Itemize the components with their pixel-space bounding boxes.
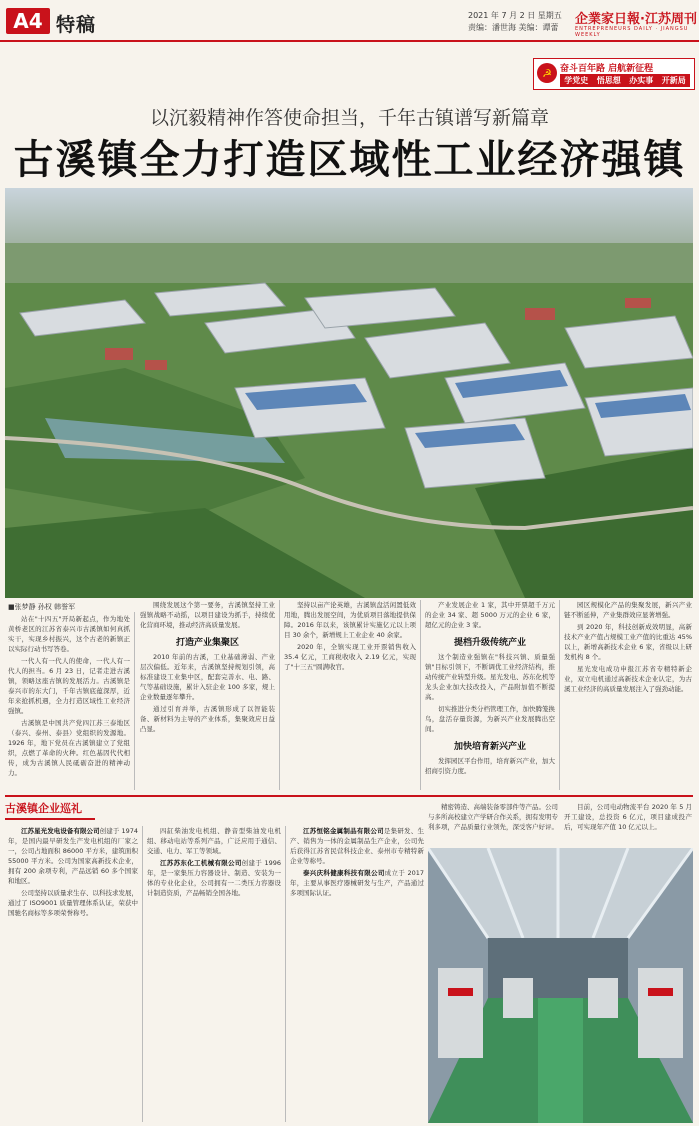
column-rule	[134, 612, 135, 790]
paragraph: 切实推进分类分档管理工作，加快腾笼换鸟，盘活存量资源，为新兴产业发展腾出空间。	[425, 705, 555, 733]
aerial-photo-illustration	[5, 188, 693, 598]
article-column-1	[8, 614, 130, 790]
company-name: 江苏苏东化工机械有限公司	[160, 859, 242, 867]
article-column-3	[284, 600, 416, 790]
paragraph	[290, 868, 424, 898]
company-text: 创建于 1974 年，是国内最早研发生产发电机组的厂家之一，公司占地面积 86000 平方米，建筑面积 55000 平方米。公司为国家高新技术企业，拥有 200 余项专利，产品远销 60 多个国家和地区。	[8, 827, 138, 885]
banner-item: 学党史	[564, 76, 589, 85]
patrol-column-5	[564, 802, 692, 846]
aerial-industrial-photo	[5, 188, 693, 598]
patrol-title: 古溪镇企业巡礼	[5, 802, 82, 815]
paragraph	[147, 858, 281, 898]
campaign-banner	[533, 58, 695, 90]
paragraph: 围绕发展这个第一要务，古溪镇坚持工业强镇战略不动摇，以项目建设为抓手，持续优化营商环境，推动经济高质量发展。	[140, 601, 275, 629]
banner-item: 悟思想	[596, 76, 621, 85]
paragraph: 2010 年前的古溪，工业基础薄弱、产业层次偏低。近年来，古溪镇坚持规划引领，高标准建设工业集中区，配套完善水、电、路、气等基础设施，累计入驻企业 100 多家，规上企业数量逐年攀升。	[140, 653, 275, 701]
article-column-5	[564, 600, 692, 790]
paragraph: 2020 年，全镇实现工业开票销售收入 35.4 亿元，工商税收收入 2.19 亿元，实现了"十三五"圆满收官。	[284, 643, 416, 671]
subheading-upgrade: 提档升级传统产业	[453, 638, 526, 648]
masthead-logo: 企業家日報·江苏周刊	[575, 12, 697, 27]
subheading-industry-zone: 打造产业集聚区	[175, 638, 239, 648]
article-column-4	[425, 600, 555, 790]
patrol-column-3	[290, 826, 424, 1122]
company-name: 江苏恒铭金属制品有限公司	[303, 827, 384, 835]
paragraph	[147, 826, 281, 856]
company-text: 公司坚持以质量求生存、以科技求发展，通过了 ISO9001 质量管理体系认证，荣获中国驰名商标等多项荣誉称号。	[8, 889, 138, 917]
article-subheadline: 以沉毅精神作答使命担当，千年古镇谱写新篇章	[149, 107, 549, 129]
company-name: 泰兴庆科健康科技有限公司	[303, 869, 385, 877]
company-text: 目前，公司电动物流平台 2020 年 5 月开工建设，总投资 6 亿元，项目建成投产后，可实现年产值 10 亿元以上。	[564, 803, 692, 831]
paragraph: 通过引育并举，古溪镇形成了以智能装备、新材料为主导的产业体系，集聚效应日益凸显。	[140, 705, 275, 733]
banner-item: 开新局	[661, 76, 686, 85]
column-rule	[279, 600, 280, 790]
patrol-title-underline	[5, 818, 95, 820]
patrol-column-1	[8, 826, 138, 1122]
paragraph: 古溪镇是中国共产党四江苏三泰地区（泰兴、泰州、泰县）党组织的发源地。1926 年，地下党员在古溪镇建立了党组织，点燃了革命的火种。红色基因代代相传，成为古溪镇人民砥砺奋进的精神动力。	[8, 719, 130, 777]
column-rule	[142, 826, 143, 1122]
paragraph	[8, 888, 138, 918]
patrol-column-2	[147, 826, 281, 1122]
column-rule	[559, 600, 560, 790]
factory-interior-photo	[428, 848, 693, 1123]
paragraph	[8, 826, 138, 886]
article-headline: 古溪镇全力打造区域性工业经济强镇	[13, 136, 686, 183]
company-text: 精密铸造、高端装备零部件等产品。公司与多所高校建立产学研合作关系，拥有发明专利多项，产品质量行业领先，深受客户好评。	[428, 803, 558, 831]
banner-item: 办实事	[629, 76, 654, 85]
factory-photo-illustration	[428, 848, 693, 1123]
subheading-new-industry: 加快培育新兴产业	[453, 742, 526, 752]
paragraph: 站在"十四五"开局新起点，作为地处黄桥老区的江苏省泰兴市古溪镇如何真抓实干，实现乡村振兴，这个古老的新镇正以实际行动书写答卷。	[8, 615, 130, 653]
date-line: 2021 年 7 月 2 日 星期五	[468, 11, 562, 20]
article-byline: ■张梦静 孙权 韩誉军	[8, 603, 76, 611]
column-rule	[420, 600, 421, 790]
company-text: 是集研发、生产、销售为一体的金属制品生产企业，公司先后获得江苏省民营科技企业、泰州市专精特新企业等称号。	[290, 827, 424, 865]
paragraph	[428, 802, 558, 832]
banner-slogan: 奋斗百年路 启航新征程	[560, 64, 654, 74]
paragraph: 到 2020 年，科技创新成效明显，高新技术产业产值占规模工业产值的比重达 45% 以上，新增高新技术企业 6 家，省级以上研发机构 8 个。	[564, 623, 692, 661]
banner-items	[560, 74, 690, 87]
article-column-2	[140, 600, 275, 790]
company-text: 成立于 2017 年，主要从事医疗器械研发与生产，产品通过多项国际认证。	[290, 869, 424, 897]
editor-line: 责编：潘世海 美编：谭蕾	[468, 23, 559, 32]
paragraph: 星光发电成功申报江苏省专精特新企业，双立电机通过高新技术企业认定，为古溪工业经济的高质量发展注入了强劲动能。	[564, 665, 692, 693]
company-text: 创建于 1996 年，是一家集压力容器设计、制造、安装为一体的专业化企业，公司拥有一二类压力容器设计制造资质，产品畅销全国各地。	[147, 859, 281, 897]
paragraph: 园区规模化产品的集聚发展，新兴产业链不断延伸，产业集群效应显著增强。	[564, 601, 692, 619]
paragraph: 产业发展企业 1 家，其中开票超千万元的企业 34 家、超 5000 万元的企业 6 家，超亿元的企业 3 家。	[425, 601, 555, 629]
page-number-badge: A4	[6, 8, 50, 34]
paragraph: 一代人有一代人的使命，一代人有一代人的担当。6 月 23 日，记者走进古溪镇，领略这座古镇的发展活力。古溪镇是泰兴市的东大门，千年古镇底蕴深厚，近年来抢抓机遇，全力打造区域性工业经济强镇。	[8, 657, 130, 715]
company-name: 江苏星光发电设备有限公司	[21, 827, 100, 835]
masthead-english: ENTREPRENEURS DAILY · JIANGSU WEEKLY	[575, 26, 689, 38]
header-rule	[0, 40, 699, 42]
paragraph: 这个制造业强镇在"科技兴镇、质量强镇"目标引领下，不断调优工业经济结构，推动传统产业转型升级。星光发电、苏东化机等龙头企业加大技改投入，产品附加值不断提高。	[425, 653, 555, 701]
patrol-column-4	[428, 802, 558, 846]
section-title: 特稿	[56, 14, 97, 36]
column-rule	[285, 826, 286, 1122]
paragraph	[564, 802, 692, 832]
paragraph	[290, 826, 424, 866]
paragraph: 坚持以亩产论英雄，古溪镇盘活闲置低效用地，腾出发展空间，为优质项目落地提供保障。2016 年以来，该镇累计实施亿元以上项目 30 余个，新增规上工业企业 40 余家。	[284, 601, 416, 639]
party-emblem-icon: ☭	[537, 63, 557, 83]
company-text: 四缸柴油发电机组、静音型柴油发电机组、移动电站等系列产品，广泛应用于通信、交通、电力、军工等领域。	[147, 827, 281, 855]
paragraph: 发挥园区平台作用，培育新兴产业，加大招商引资力度。	[425, 757, 555, 775]
